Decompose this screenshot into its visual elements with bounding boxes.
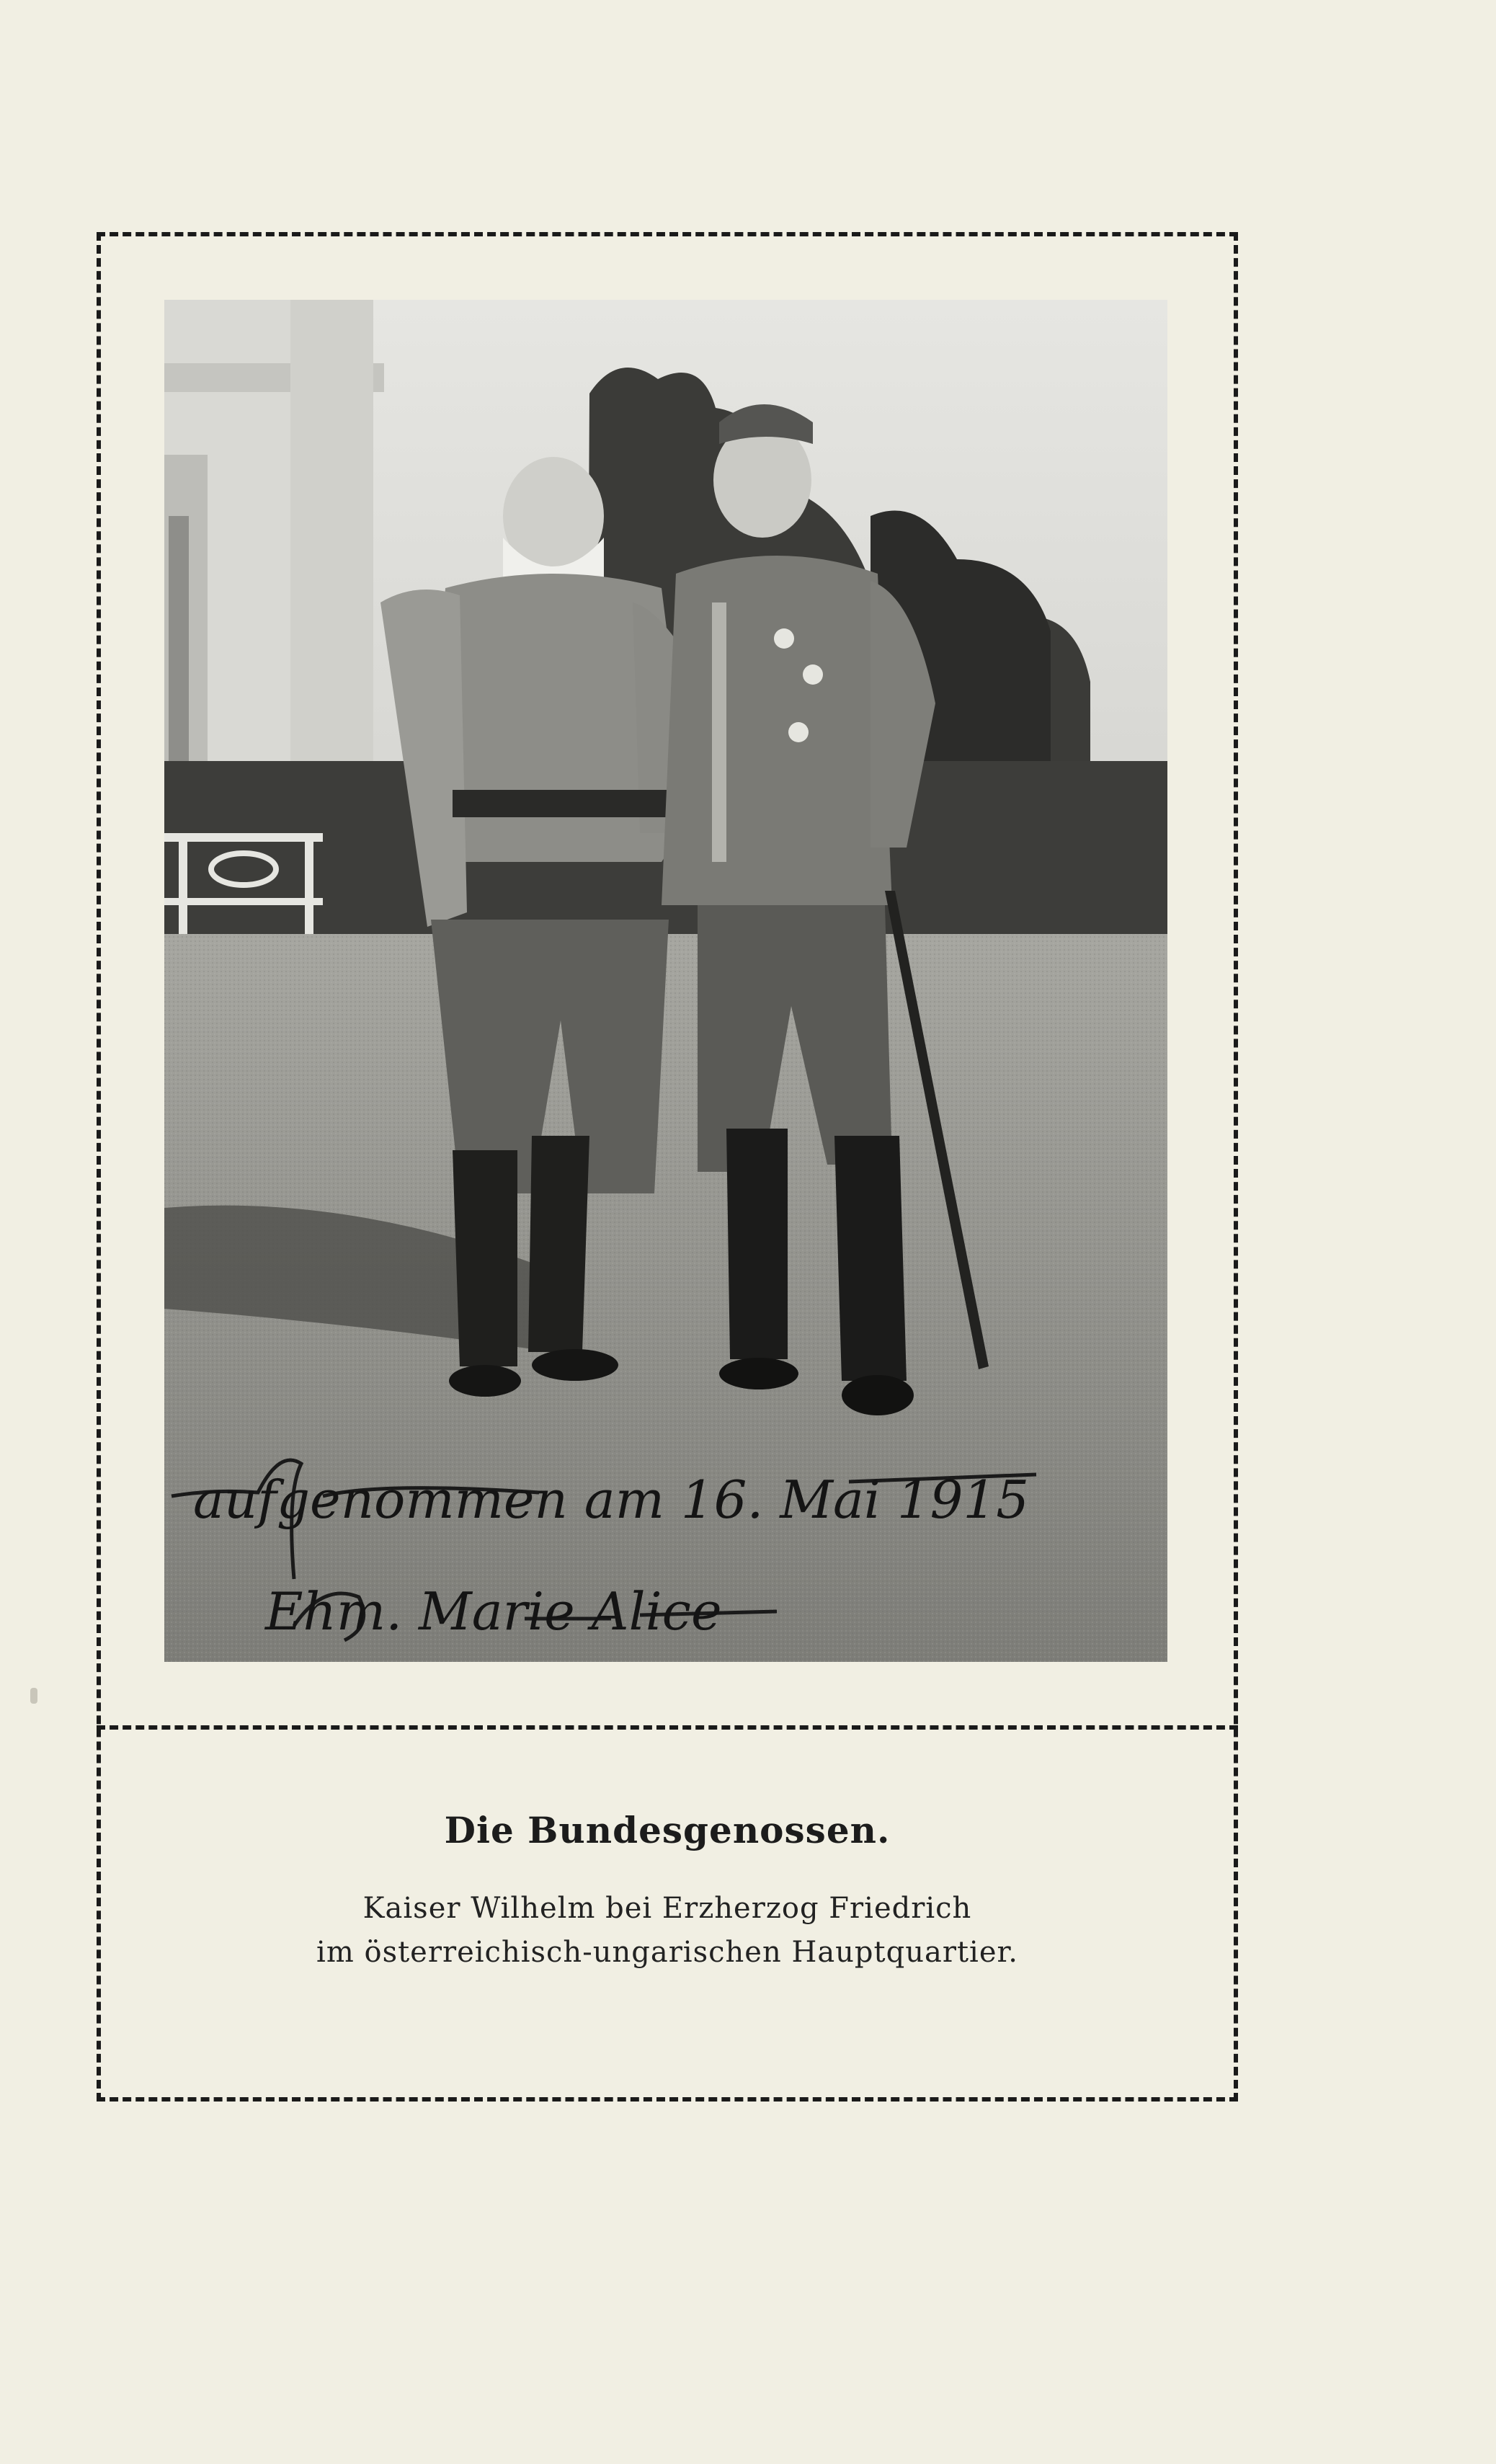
photograph-two-officers-icon (164, 300, 1167, 1662)
paper-speck (30, 1688, 37, 1704)
handwritten-signature: Ehm. Marie Alice (265, 1581, 722, 1642)
handwritten-inscription: aufgenommen am 16. Mai 1915 (193, 1469, 1030, 1530)
caption-line-2: im österreichisch-ungarischen Hauptquartier. (316, 1936, 1018, 1969)
caption-title: Die Bundesgenossen. (444, 1809, 891, 1851)
caption-line-1: Kaiser Wilhelm bei Erzherzog Friedrich (362, 1892, 972, 1925)
photograph (164, 300, 1167, 1662)
frame-divider (97, 1725, 1238, 1730)
